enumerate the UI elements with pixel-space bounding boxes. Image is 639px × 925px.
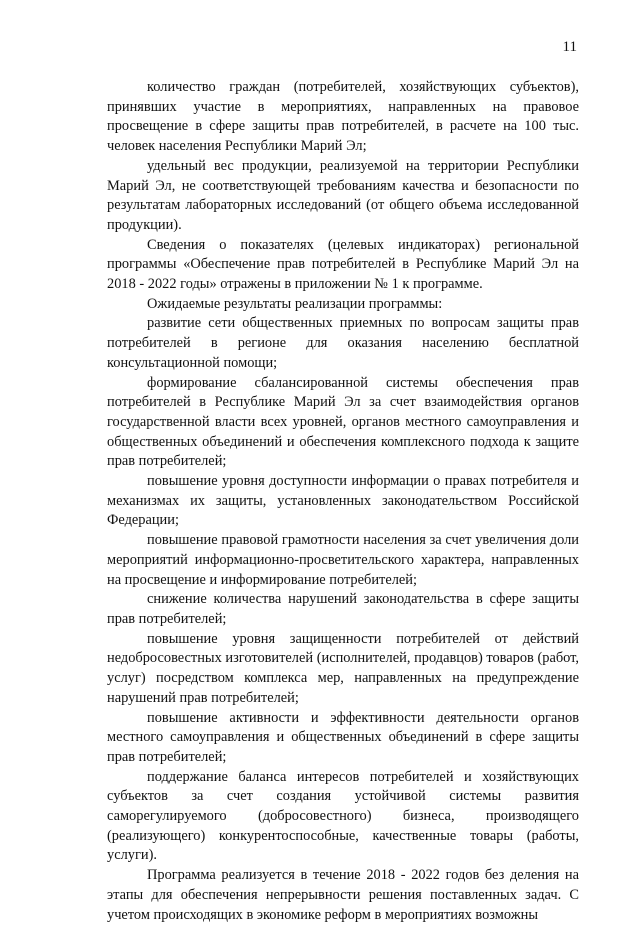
paragraph-indicator-citizens-count: количество граждан (потребителей, хозяйствующих субъектов), принявших участие в мероприятиях, направленных на правовое просвещение в сфере защиты прав потребителей, в расчете на 100 тыс. человек населения Республики Марий Эл; bbox=[107, 79, 579, 155]
paragraph-result-interest-balance: поддержание баланса интересов потребителей и хозяйствующих субъектов за счет создания устойчивой системы развития саморегулируемого (добросовестного) бизнеса, производящего (реализующего) конкурентоспособные, качественные товары (работы, услуги). bbox=[107, 768, 579, 864]
document-body bbox=[107, 78, 579, 925]
paragraph-result-balanced-system: формирование сбалансированной системы обеспечения прав потребителей в Республике Марий Эл за счет взаимодействия органов государственной власти всех уровней, органов местного самоуправления и общественных объединений и обеспечения комплексного подхода к защите прав потребителей; bbox=[107, 374, 579, 470]
paragraph-indicators-reference: Сведения о показателях (целевых индикаторах) региональной программы «Обеспечение прав потребителей в Республике Марий Эл на 2018 - 2022 годы» отражены в приложении № 1 к программе. bbox=[107, 236, 579, 293]
paragraph-result-public-offices: развитие сети общественных приемных по вопросам защиты прав потребителей в регионе для оказания населению бесплатной консультационной помощи; bbox=[107, 315, 579, 371]
paragraph-result-legal-literacy: повышение правовой грамотности населения за счет увеличения доли мероприятий информационно-просветительского характера, направленных на просвещение и информирование потребителей; bbox=[107, 532, 579, 588]
paragraph-indicator-product-share: удельный вес продукции, реализуемой на территории Республики Марий Эл, не соответствующей требованиям качества и безопасности по результатам лабораторных исследований (от общего объема исследованной продукции). bbox=[107, 157, 579, 233]
paragraph-program-period: Программа реализуется в течение 2018 - 2022 годов без деления на этапы для обеспечения непрерывности решения поставленных задач. С учетом происходящих в экономике реформ в мероприятиях возможны bbox=[107, 867, 579, 923]
page-number: 11 bbox=[562, 39, 577, 55]
paragraph-result-fewer-violations: снижение количества нарушений законодательства в сфере защиты прав потребителей; bbox=[107, 591, 579, 627]
paragraph-result-information-access: повышение уровня доступности информации о правах потребителя и механизмах их защиты, установленных законодательством Российской Федерации; bbox=[107, 473, 579, 529]
paragraph-result-activity-increase: повышение активности и эффективности деятельности органов местного самоуправления и общественных объединений в сфере защиты прав потребителей; bbox=[107, 709, 579, 765]
paragraph-expected-results-heading: Ожидаемые результаты реализации программы: bbox=[147, 295, 443, 312]
paragraph-result-consumer-protection: повышение уровня защищенности потребителей от действий недобросовестных изготовителей (исполнителей, продавцов) товаров (работ, услуг) посредством комплекса мер, направленных на предупреждение нарушений прав потребителей; bbox=[107, 630, 579, 706]
